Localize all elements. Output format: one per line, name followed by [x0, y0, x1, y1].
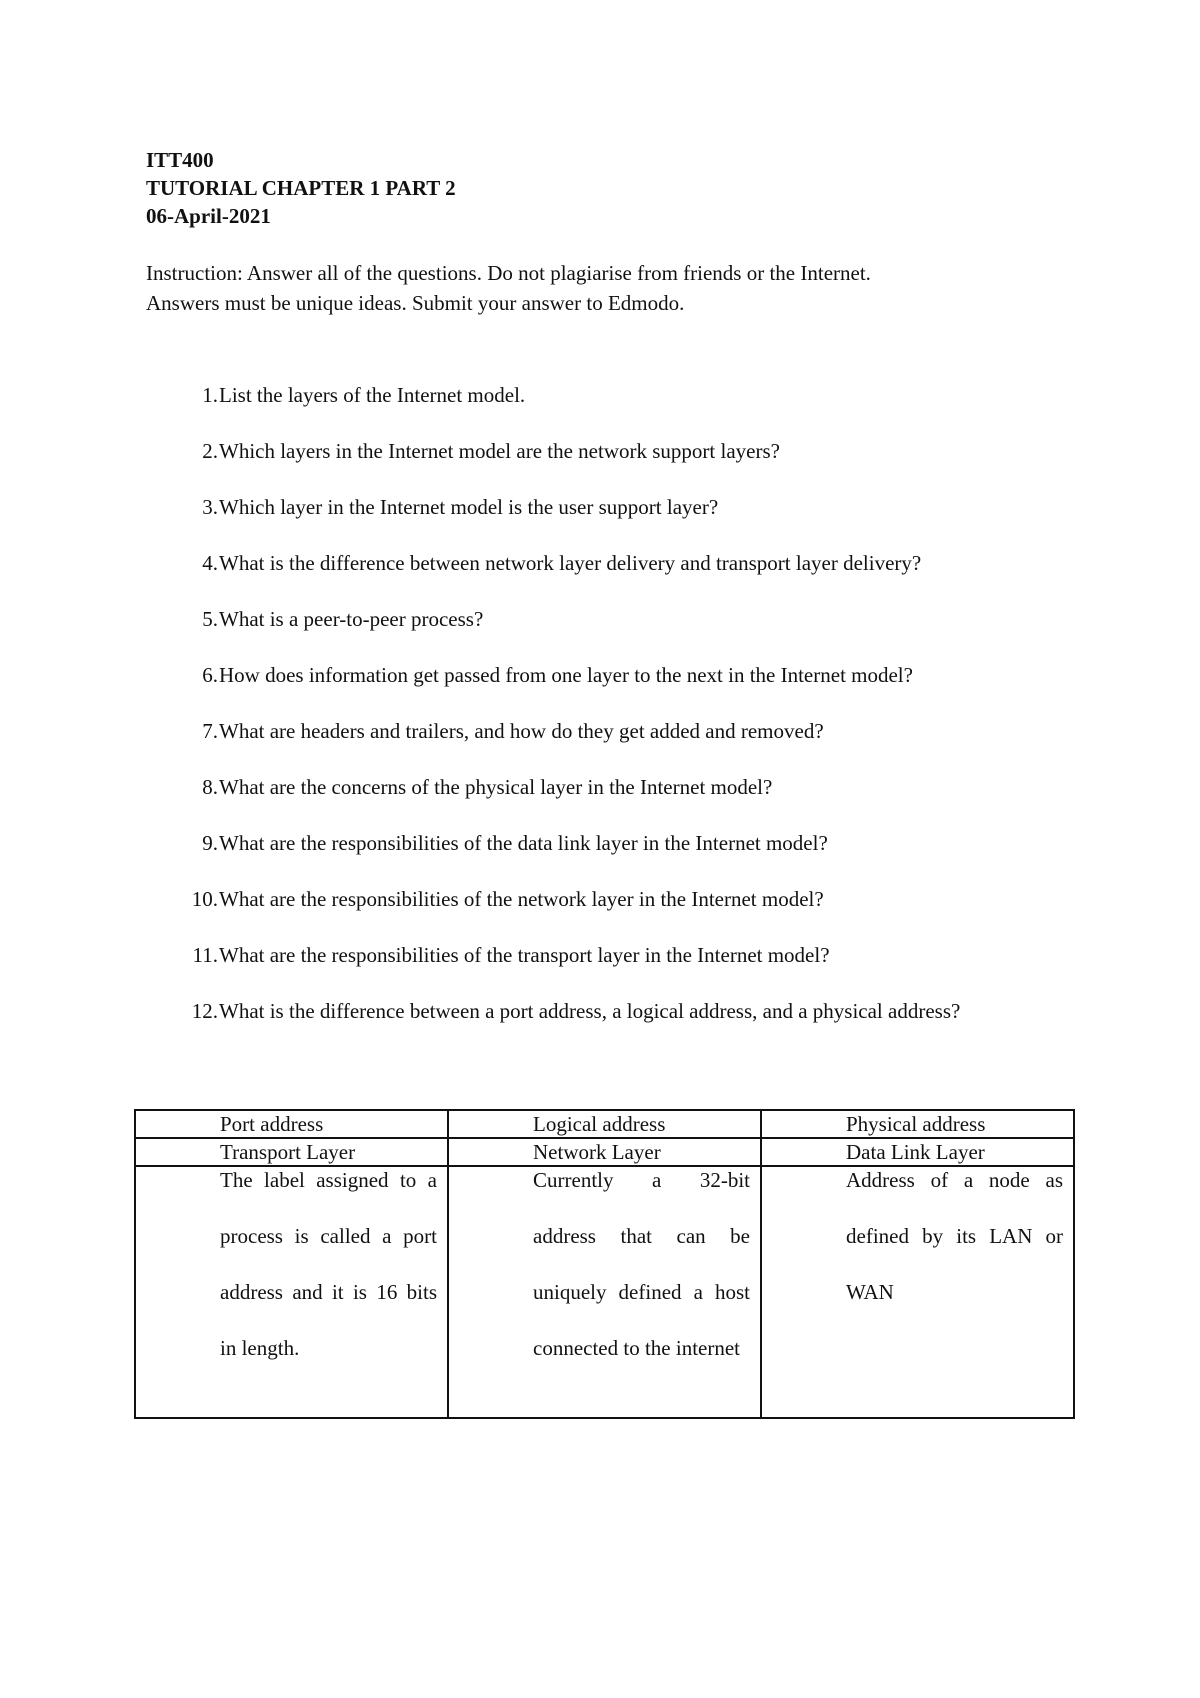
question-text: List the layers of the Internet model.	[219, 383, 526, 407]
list-item	[146, 436, 1061, 492]
question-text: What are the concerns of the physical layer in the Internet model?	[219, 775, 773, 799]
question-number: 3.	[202, 495, 218, 519]
document-date: 06-April-2021	[146, 204, 271, 228]
question-number: 2.	[202, 439, 218, 463]
question-number: 6.	[202, 663, 218, 687]
table-cell: Transport Layer	[135, 1138, 448, 1166]
list-item	[146, 604, 1061, 660]
question-text: What is the difference between network layer delivery and transport layer delivery?	[219, 551, 922, 575]
list-item	[146, 828, 1061, 884]
instruction-line: Answers must be unique ideas. Submit your answer to Edmodo.	[146, 291, 685, 315]
cell-text: Currently a 32-bit address that can be uniquely defined a host connected to the internet	[533, 1168, 750, 1360]
table-cell	[448, 1166, 761, 1418]
question-text: What are headers and trailers, and how do they get added and removed?	[219, 719, 824, 743]
table-cell: Data Link Layer	[761, 1138, 1074, 1166]
list-item	[146, 996, 1061, 1108]
question-list	[146, 380, 1061, 1108]
document-title: TUTORIAL CHAPTER 1 PART 2	[146, 176, 456, 200]
question-number: 8.	[202, 775, 218, 799]
list-item	[146, 492, 1061, 548]
list-item	[146, 380, 1061, 436]
list-item	[146, 716, 1061, 772]
table-header-cell: Logical address	[448, 1110, 761, 1138]
question-text: How does information get passed from one layer to the next in the Internet model?	[219, 663, 913, 687]
question-text: What is the difference between a port address, a logical address, and a physical address?	[219, 999, 961, 1023]
cell-text: Address of a node as defined by its LAN or WAN	[846, 1168, 1063, 1304]
question-text: What are the responsibilities of the data link layer in the Internet model?	[219, 831, 828, 855]
question-number: 11.	[192, 943, 218, 967]
question-text: What are the responsibilities of the transport layer in the Internet model?	[219, 943, 830, 967]
question-text: Which layer in the Internet model is the user support layer?	[219, 495, 719, 519]
question-text: What are the responsibilities of the network layer in the Internet model?	[219, 887, 824, 911]
document-header	[146, 146, 456, 230]
list-item	[146, 772, 1061, 828]
address-comparison-table	[134, 1109, 1075, 1419]
table-cell	[135, 1166, 448, 1418]
question-number: 9.	[202, 831, 218, 855]
table-header-cell: Port address	[135, 1110, 448, 1138]
list-item	[146, 884, 1061, 940]
question-number: 1.	[202, 383, 218, 407]
question-number: 10.	[191, 887, 218, 911]
question-number: 4.	[202, 551, 218, 575]
question-number: 7.	[202, 719, 218, 743]
table-row	[135, 1166, 1074, 1418]
cell-text: The label assigned to a process is called a port address and it is 16 bits in length.	[220, 1168, 437, 1360]
question-number: 5.	[202, 607, 218, 631]
table-cell: Network Layer	[448, 1138, 761, 1166]
table-header-row	[135, 1110, 1074, 1138]
instruction-paragraph	[146, 258, 1066, 318]
question-text: Which layers in the Internet model are the network support layers?	[219, 439, 780, 463]
table-header-cell: Physical address	[761, 1110, 1074, 1138]
list-item	[146, 660, 1061, 716]
list-item	[146, 548, 1061, 604]
instruction-line: Instruction: Answer all of the questions. Do not plagiarise from friends or the Internet.	[146, 261, 871, 285]
course-code: ITT400	[146, 148, 214, 172]
question-number: 12.	[191, 999, 218, 1023]
table-cell	[761, 1166, 1074, 1418]
question-text: What is a peer-to-peer process?	[219, 607, 484, 631]
